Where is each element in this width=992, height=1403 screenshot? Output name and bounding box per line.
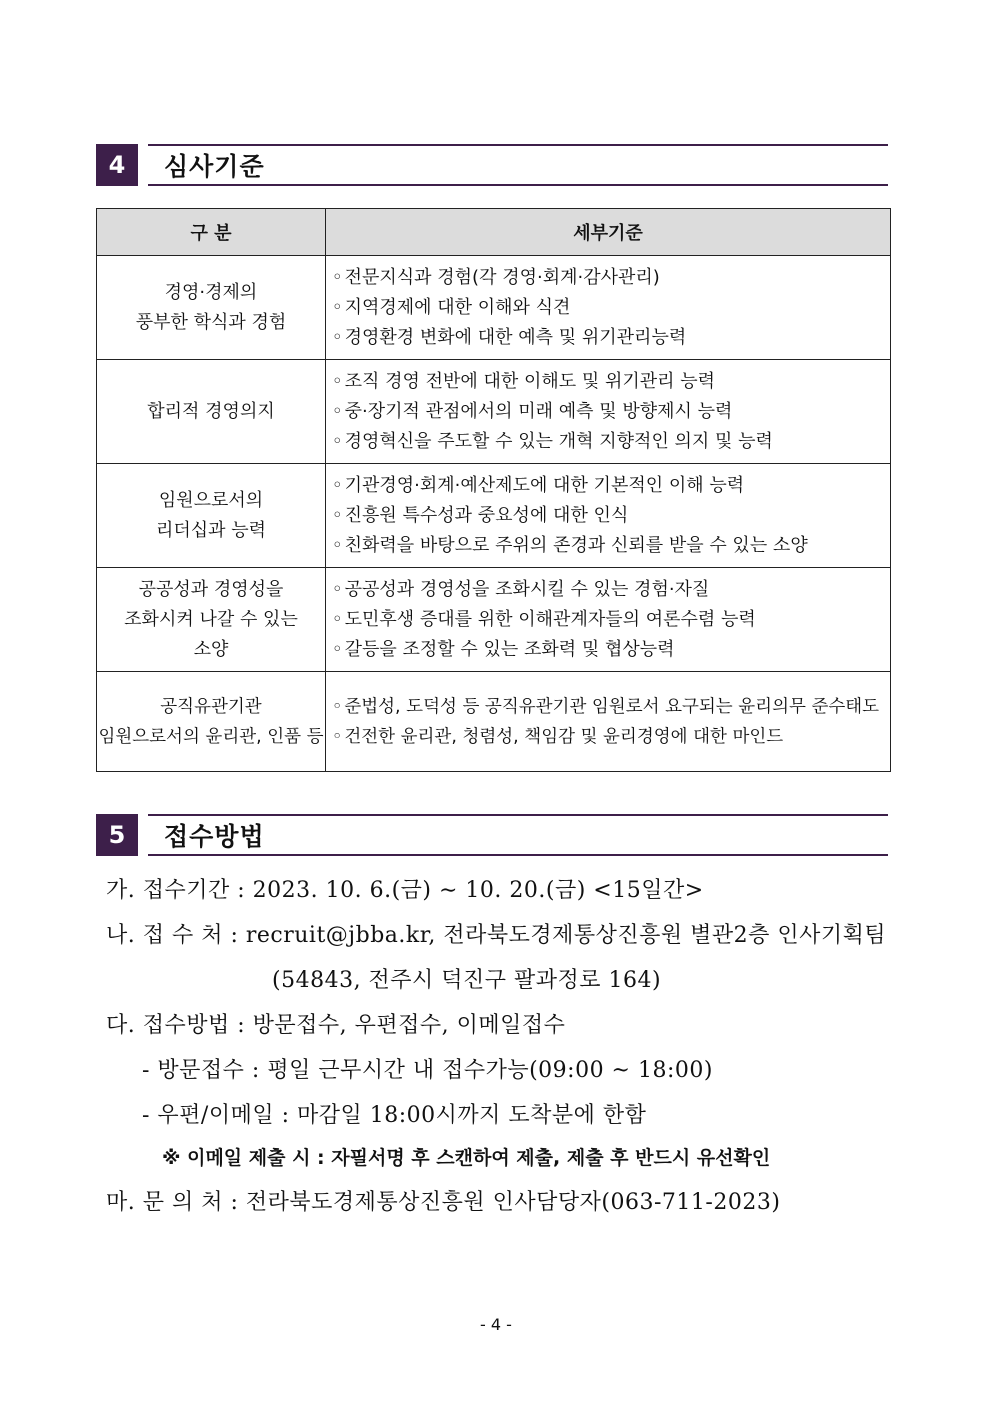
- detail-item: ◦ 조직 경영 전반에 대한 이해도 및 위기관리 능력: [332, 367, 890, 397]
- detail-item: ◦ 경영환경 변화에 대한 예측 및 위기관리능력: [332, 323, 890, 353]
- details-cell: [326, 568, 891, 672]
- category-line: 소양: [193, 638, 229, 660]
- category-line: 임원으로서의: [158, 489, 264, 511]
- category-line: 임원으로서의 윤리관, 인품 등: [98, 726, 324, 747]
- table-row: [97, 672, 891, 772]
- detail-item: ◦ 준법성, 도덕성 등 공직유관기관 임원로서 요구되는 윤리의무 준수태도: [332, 692, 890, 722]
- category-cell: [97, 672, 326, 772]
- detail-item: ◦ 공공성과 경영성을 조화시킬 수 있는 경험·자질: [332, 575, 890, 605]
- table-row: [97, 568, 891, 672]
- category-cell: [97, 568, 326, 672]
- category-line: 공공성과 경영성을: [138, 578, 284, 600]
- category-line: 합리적 경영의지: [147, 400, 275, 422]
- table-row: [97, 360, 891, 464]
- detail-item: ◦ 경영혁신을 주도할 수 있는 개혁 지향적인 의지 및 능력: [332, 427, 890, 457]
- section-5-title: 접수방법: [164, 822, 265, 851]
- email-notice: ※ 이메일 제출 시 : 자필서명 후 스캔하여 제출, 제출 후 반드시 유선확인: [162, 1147, 771, 1169]
- category-cell: [97, 256, 326, 360]
- section-5-header: [96, 814, 888, 856]
- header-category: 구 분: [97, 209, 326, 256]
- category-line: 리더십과 능력: [155, 519, 267, 541]
- detail-item: ◦ 지역경제에 대한 이해와 식견: [332, 293, 890, 323]
- detail-item: ◦ 중·장기적 관점에서의 미래 예측 및 방향제시 능력: [332, 397, 890, 427]
- category-cell: [97, 464, 326, 568]
- criteria-table-header: [97, 209, 891, 256]
- section-4-rule-top: [148, 144, 888, 146]
- header-details: 세부기준: [326, 209, 891, 256]
- section-5-rule-top: [148, 814, 888, 816]
- section-5-number: 5: [96, 814, 138, 856]
- category-line: 경영·경제의: [164, 281, 258, 303]
- detail-item: ◦ 건전한 윤리관, 청렴성, 책임감 및 윤리경영에 대한 마인드: [332, 722, 890, 752]
- detail-item: ◦ 갈등을 조정할 수 있는 조화력 및 협상능력: [332, 635, 890, 665]
- section-4-title: 심사기준: [164, 152, 265, 181]
- address-line: (54843, 전주시 덕진구 팔과정로 164): [272, 968, 662, 993]
- table-row: [97, 256, 891, 360]
- category-line: 조화시켜 나갈 수 있는: [124, 608, 298, 630]
- detail-item: ◦ 기관경영·회계·예산제도에 대한 기본적인 이해 능력: [332, 471, 890, 501]
- contact-line: 마. 문 의 처 : 전라북도경제통상진흥원 인사담당자(063-711-2023): [106, 1190, 781, 1215]
- criteria-table: [96, 208, 891, 772]
- period-line: 가. 접수기간 : 2023. 10. 6.(금) ∼ 10. 20.(금) <15일간>: [106, 878, 704, 903]
- detail-item: ◦ 도민후생 증대를 위한 이해관계자들의 여론수렴 능력: [332, 605, 890, 635]
- section-4-number: 4: [96, 144, 138, 186]
- category-line: 풍부한 학식과 경험: [135, 311, 287, 333]
- details-cell: [326, 360, 891, 464]
- method-line: 다. 접수방법 : 방문접수, 우편접수, 이메일접수: [106, 1013, 566, 1038]
- section-4-header: [96, 144, 888, 186]
- detail-item: ◦ 진흥원 특수성과 중요성에 대한 인식: [332, 501, 890, 531]
- detail-item: ◦ 친화력을 바탕으로 주위의 존경과 신뢰를 받을 수 있는 소양: [332, 531, 890, 561]
- details-cell: [326, 256, 891, 360]
- details-cell: [326, 672, 891, 772]
- details-cell: [326, 464, 891, 568]
- detail-item: ◦ 전문지식과 경험(각 경영·회계·감사관리): [332, 263, 890, 293]
- category-cell: [97, 360, 326, 464]
- section-5-rule-bottom: [148, 854, 888, 856]
- visit-line: - 방문접수 : 평일 근무시간 내 접수가능(09:00 ~ 18:00): [142, 1058, 713, 1083]
- place-line: 나. 접 수 처 : recruit@jbba.kr, 전라북도경제통상진흥원 별관2층 인사기획팀: [106, 923, 887, 948]
- section-4-rule-bottom: [148, 184, 888, 186]
- mail-line: - 우편/이메일 : 마감일 18:00시까지 도착분에 한함: [142, 1103, 647, 1128]
- category-line: 공직유관기관: [160, 696, 262, 717]
- page-number: - 4 -: [480, 1315, 512, 1334]
- table-row: [97, 464, 891, 568]
